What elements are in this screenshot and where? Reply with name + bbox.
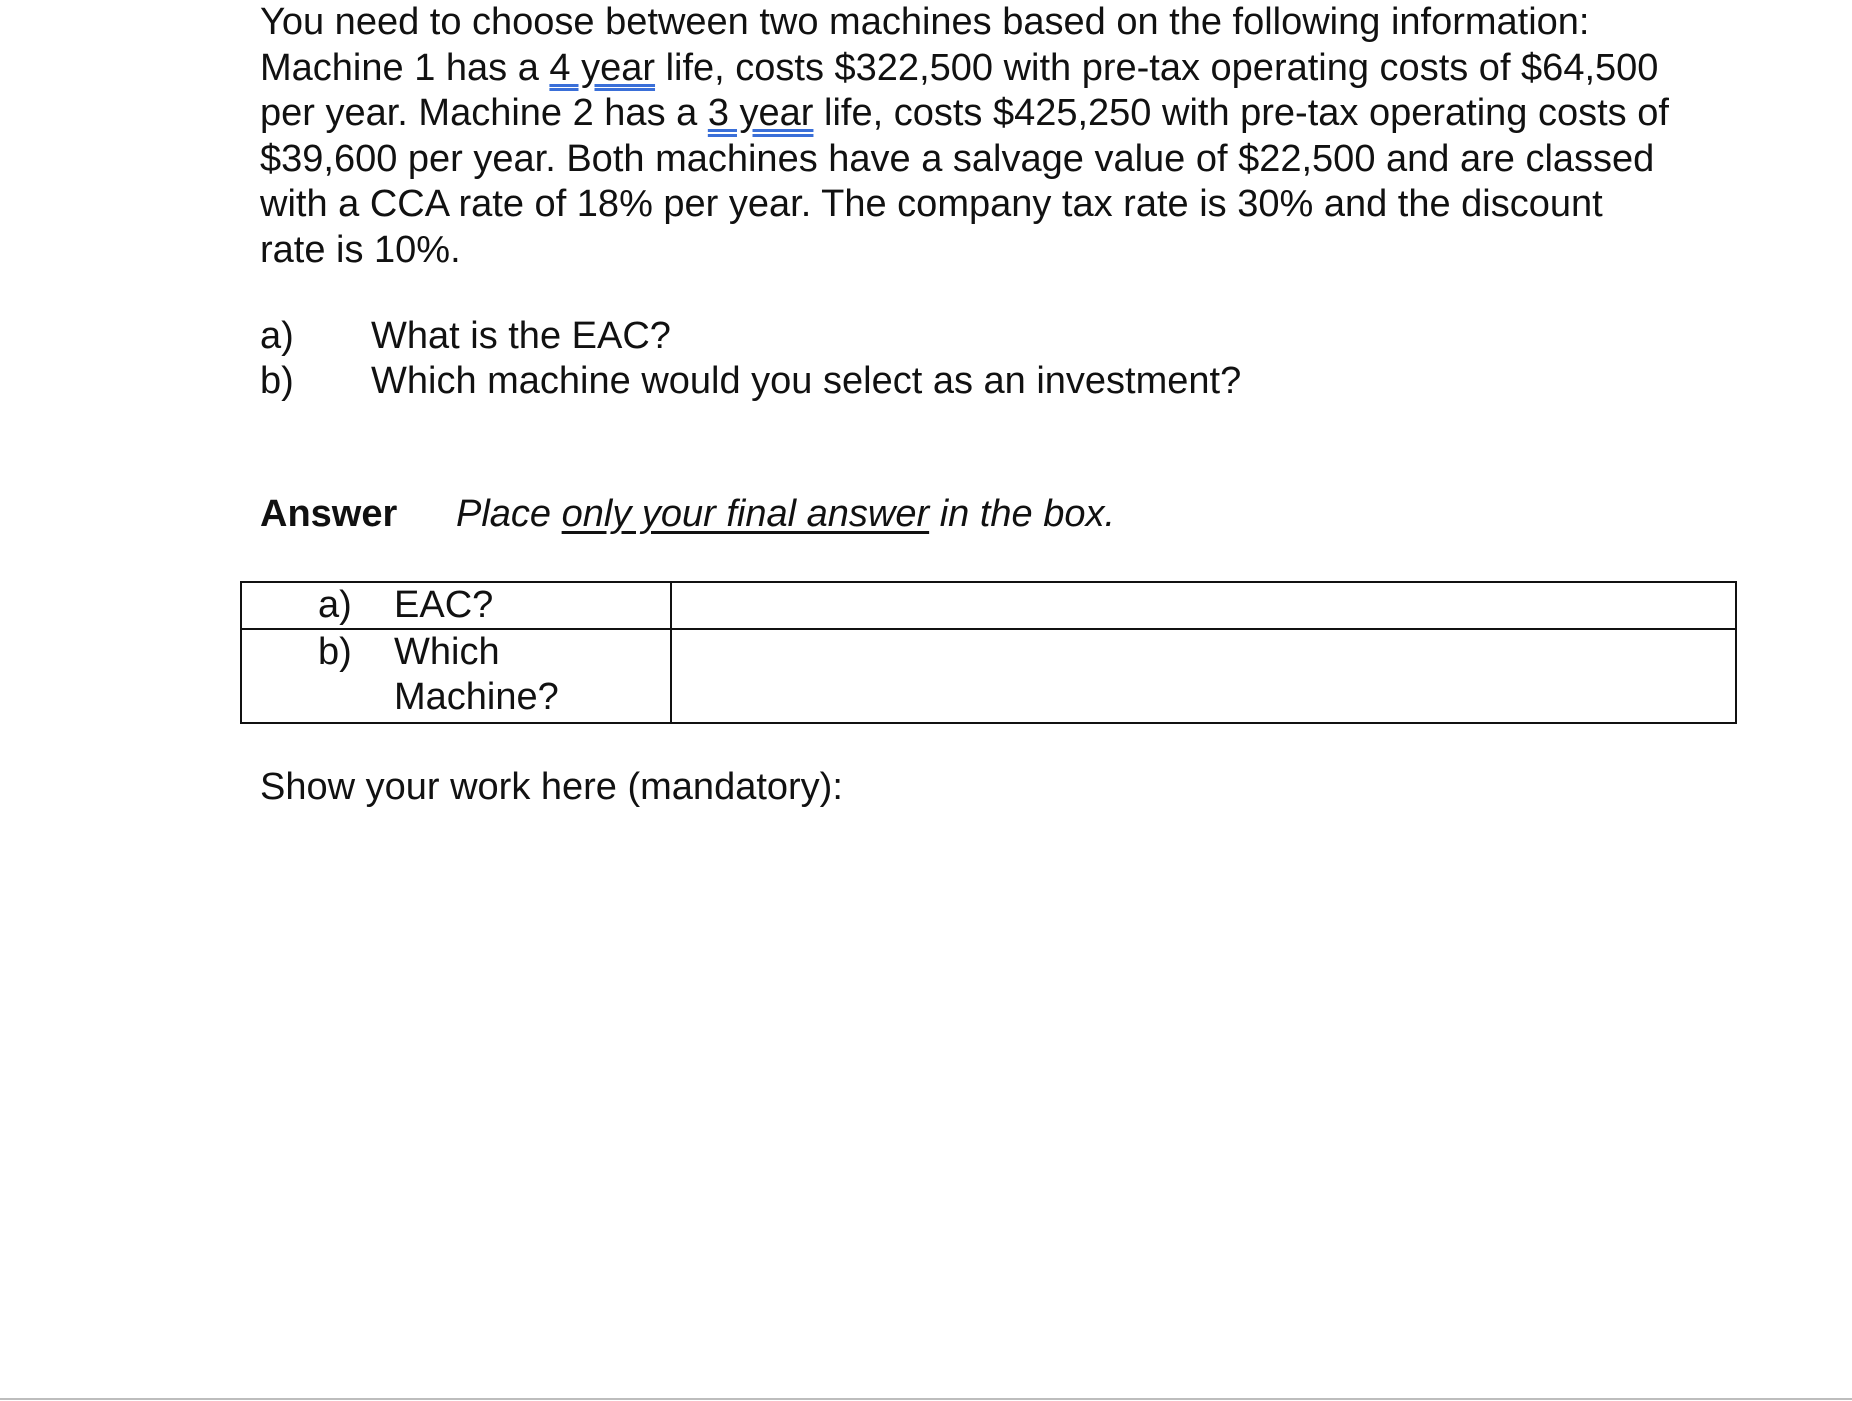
problem-line [260,46,1760,92]
problem-statement [260,0,1760,273]
show-work-prompt: Show your work here (mandatory): [260,766,843,808]
question-list [260,314,1241,404]
row-label [394,630,559,722]
row-label: EAC? [394,584,494,626]
row-label-line: Which [394,631,500,673]
machine2-life-underlined: 3 year [707,92,814,134]
answer-row-eac [241,582,1736,629]
problem-text: life, costs $322,500 with pre-tax operating costs of $64,500 [655,46,1659,89]
problem-line: You need to choose between two machines based on the following information: [260,1,1590,43]
problem-text: life, costs $425,250 with pre-tax operating costs of [813,92,1669,134]
machine1-life-underlined: 4 year [549,46,656,89]
row-letter: b) [318,631,352,673]
answer-label-cell [241,629,671,723]
row-letter: a) [318,584,352,626]
answer-instruction [456,493,1115,535]
row-label-line: Machine? [394,676,559,718]
instruction-text: Place [456,493,562,535]
answer-row-machine [241,629,1736,723]
question-item [260,359,1241,404]
problem-line [260,91,1760,137]
question-item [260,314,1241,359]
question-letter: b) [260,360,294,402]
answer-instruction-line [260,492,1115,537]
page-bottom-divider [0,1398,1852,1400]
answer-label-cell [241,582,671,629]
answer-table [240,581,1737,724]
question-letter: a) [260,315,294,357]
question-text: Which machine would you select as an investment? [371,360,1242,402]
machine-answer-box[interactable] [671,629,1736,723]
eac-answer-box[interactable] [671,582,1736,629]
instruction-text: in the box. [929,493,1116,535]
problem-text: Machine 1 has a [260,46,550,89]
instruction-emphasis: only your final answer [561,493,930,535]
question-text: What is the EAC? [371,315,671,357]
problem-line: rate is 10%. [260,228,461,271]
problem-line: $39,600 per year. Both machines have a salvage value of $22,500 and are classed [260,137,1655,180]
problem-line: with a CCA rate of 18% per year. The company tax rate is 30% and the discount [260,183,1603,225]
answer-label: Answer [260,493,398,535]
problem-text: per year. Machine 2 has a [260,92,708,134]
